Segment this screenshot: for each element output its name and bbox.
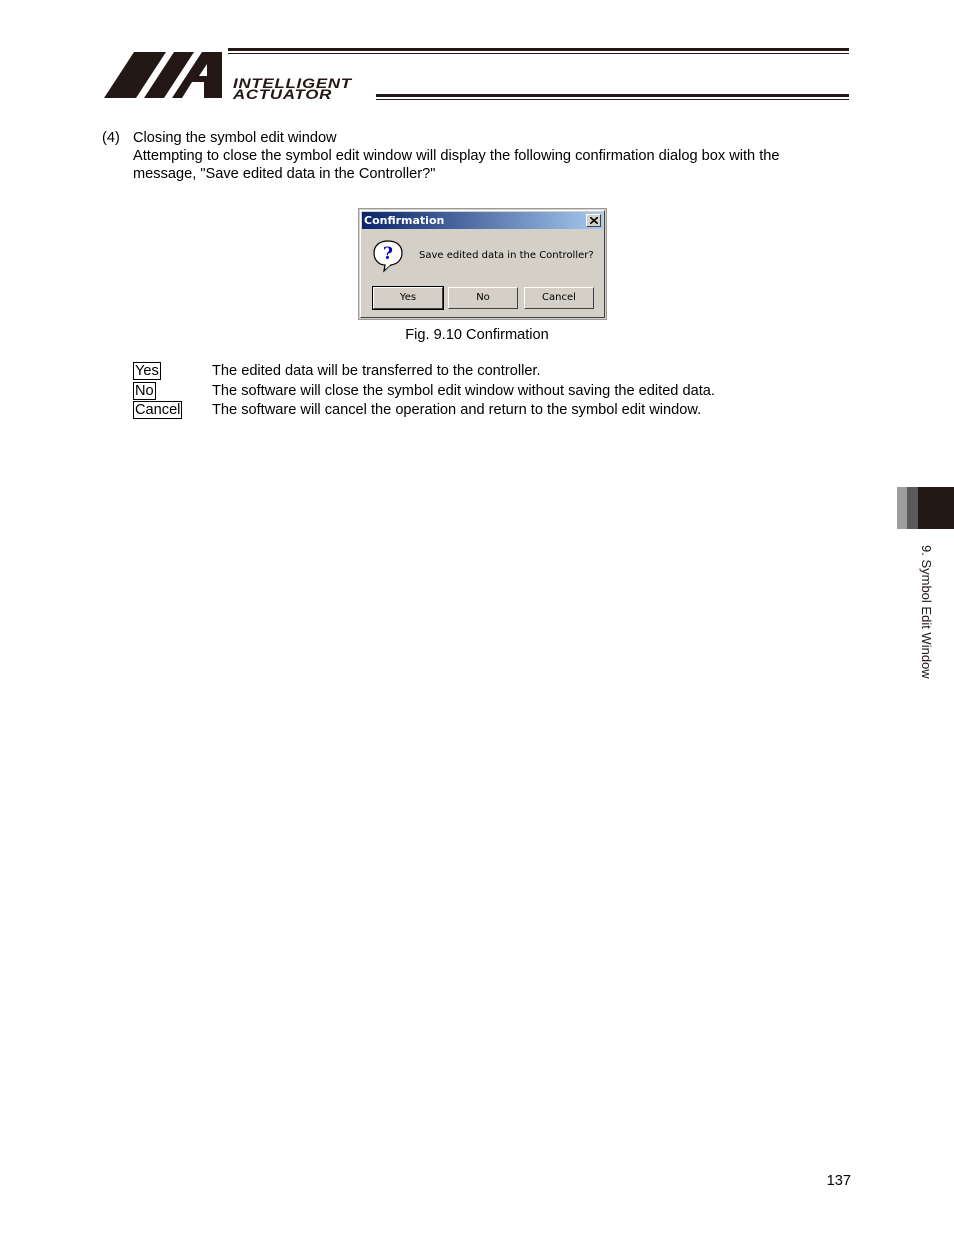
dialog-close-button[interactable] <box>586 214 601 227</box>
question-icon <box>372 239 404 273</box>
chapter-tab-dark <box>918 487 954 529</box>
logo-word-intelligent: INTELLIGENT <box>233 76 352 91</box>
header-rule-lower-thin <box>376 99 849 100</box>
definition-description: The software will close the symbol edit window without saving the edited data. <box>212 383 715 399</box>
section-number: (4) <box>102 130 120 146</box>
close-icon <box>590 217 598 224</box>
dialog-message: Save edited data in the Controller? <box>419 250 594 261</box>
section-paragraph-line2: message, "Save edited data in the Controller?" <box>133 166 436 182</box>
cancel-button[interactable]: Cancel <box>524 287 594 309</box>
header-rule-lower <box>376 94 849 97</box>
logo-word-actuator: ACTUATOR <box>233 87 333 102</box>
confirmation-dialog-figure <box>358 208 607 320</box>
dialog-title: Confirmation <box>364 214 445 227</box>
no-button[interactable]: No <box>448 287 518 309</box>
page-number: 137 <box>826 1173 851 1189</box>
header-rule-thin <box>228 53 849 54</box>
yes-button[interactable]: Yes <box>373 287 443 309</box>
figure-caption: Fig. 9.10 Confirmation <box>405 327 549 343</box>
definition-term: Yes <box>135 363 159 379</box>
definition-description: The software will cancel the operation and return to the symbol edit window. <box>212 402 702 418</box>
svg-text:?: ? <box>383 244 393 264</box>
section-paragraph-line1: Attempting to close the symbol edit window will display the following confirmation dialog box with the <box>133 148 780 164</box>
header-rule <box>228 48 849 51</box>
chapter-tab-light <box>897 487 907 529</box>
definition-term: Cancel <box>135 402 181 418</box>
section-title: Closing the symbol edit window <box>133 130 337 146</box>
definition-description: The edited data will be transferred to the controller. <box>212 363 541 379</box>
definition-term: No <box>135 383 154 399</box>
confirmation-dialog <box>360 210 605 318</box>
dialog-title-bar <box>362 212 603 229</box>
chapter-tab-mid <box>907 487 918 529</box>
chapter-side-label: 9. Symbol Edit Window <box>919 545 934 679</box>
